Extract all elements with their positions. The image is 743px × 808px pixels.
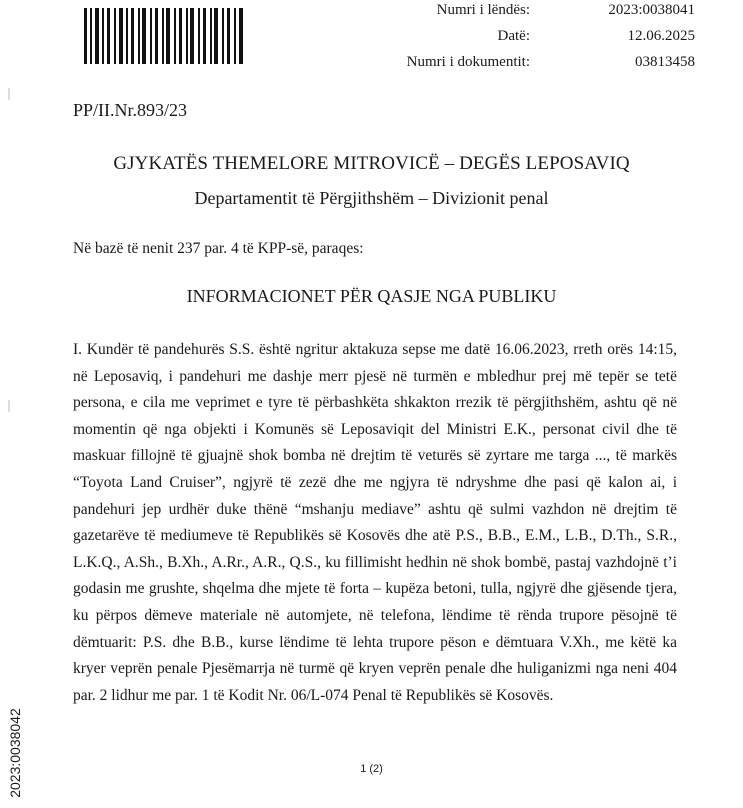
indictment-paragraph: I. Kundër të pandehurës S.S. është ngritur aktakuza sepse me datë 16.06.2023, rreth orës 14:15, në Leposaviq, i pandehuri me dashje merr pjesë në turmën e mbledhur prej më tepër se tetë persona, e cila me veprimet e tyre të përbashkëta shkakton rrezik të përgjithshëm, ashtu që në momentin që nga objekti i Komunës së Leposaviqit del Ministri E.K., personat civil dhe të maskuar fillojnë të gjuajnë shok bomba në drejtim të veturës së zyrtare me targa ..., të markës “Toyota Land Cruiser”, ngjyrë të zezë dhe me ngjyra të ndryshme dhe pasi që kalon ai, i pandehuri jep urdhër duke thënë “mshanju mediave” ashtu që sulmi vazhdon në drejtim të gazetarëve të mediumeve të Republikës së Kosovës dhe atë P.S., B.B., E.M., L.B., D.Th., S.R., L.K.Q., A.Sh., B.Xh., A.Rr., A.R., Q.S., ku fillimisht hedhin në shok bombë, pastaj vazhdojnë t’i godasin me grushte, shqelma dhe mjete të forta – kupëza betoni, tulla, ngjyrë dhe gjësende tjera, ku përpos dëmeve materiale në automjete, në telefona, lëndime të rënda trupore pësojnë të dëmtuarit: P.S. dhe B.B., kurse lëndime të lehta trupore pëson e dëmtuara V.Xh., me këtë ka kryer veprën penale Pjesëmarrja në turmë që kryen veprën penale dhe huliganizmi nga neni 404 par. 2 lidhur me par. 1 të Kodit Nr. 06/L-074 Penal të Republikës së Kosovës. bbox=[73, 341, 677, 704]
scan-speck bbox=[8, 88, 10, 100]
case-number-value: 2023:0038041 bbox=[608, 2, 695, 18]
court-name: GJYKATËS THEMELORE MITROVICË – DEGËS LEPOSAVIQ bbox=[113, 153, 630, 174]
court-department: Departamentit të Përgjithshëm – Divizionit penal bbox=[194, 188, 549, 208]
page-number: 1 (2) bbox=[360, 763, 383, 775]
date-value: 12.06.2025 bbox=[627, 28, 695, 44]
case-number-row bbox=[360, 0, 695, 23]
document-metadata bbox=[360, 0, 695, 75]
document-number-row bbox=[360, 49, 695, 75]
case-number-label: Numri i lëndës: bbox=[436, 2, 530, 18]
document-number-value: 03813458 bbox=[635, 54, 695, 70]
date-row bbox=[360, 23, 695, 49]
reference-number: PP/II.Nr.893/23 bbox=[73, 100, 188, 120]
date-label: Datë: bbox=[497, 28, 530, 44]
side-identifier: 2023:0038042 bbox=[7, 708, 23, 798]
legal-basis: Në bazë të nenit 237 par. 4 të KPP-së, paraqes: bbox=[73, 240, 364, 257]
barcode bbox=[84, 8, 244, 64]
document-heading: INFORMACIONET PËR QASJE NGA PUBLIKU bbox=[186, 286, 557, 306]
scan-speck bbox=[8, 400, 10, 412]
document-number-label: Numri i dokumentit: bbox=[406, 54, 530, 70]
